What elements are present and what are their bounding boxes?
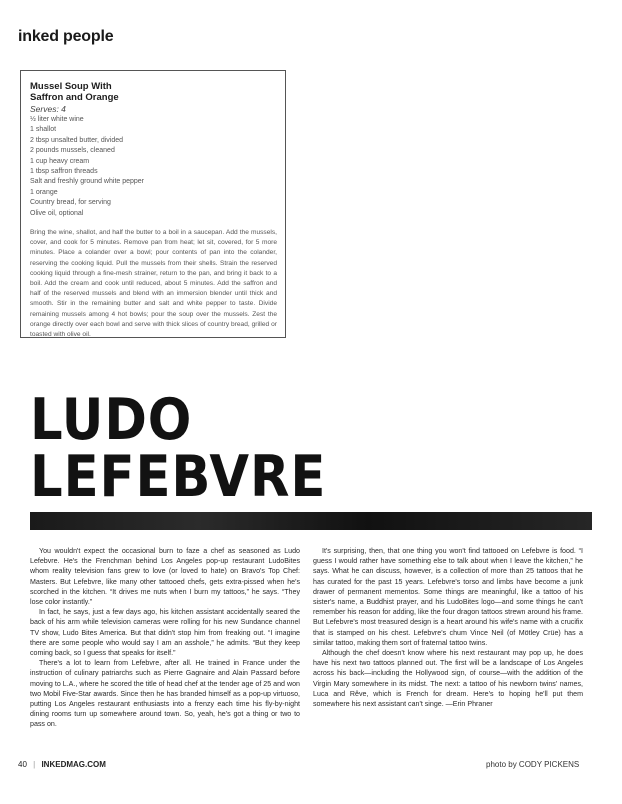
ingredient-item: Salt and freshly ground white pepper — [30, 178, 145, 186]
page-footer — [18, 760, 106, 769]
headline-divider-bar — [30, 512, 592, 530]
ingredient-item: 2 pounds mussels, cleaned — [30, 147, 115, 155]
ingredient-item: 1 tbsp saffron threads — [30, 168, 98, 176]
headline-line-1: LUDO — [30, 387, 193, 453]
article-paragraph: You wouldn't expect the occasional burn to faze a chef as seasoned as Ludo Lefebvre. He's the Frenchman behind Los Angeles pop-up restaurant LudoBites whom reality television fans grew to love (or loved to hate) on Bravo's Top Chef: Masters. But Lefebvre, like many other tattooed chefs, gets extra-pissed when he's scorched in the kitchen. “It drives me nuts when I burn my tattoos,” he says. “They lose color instantly.” — [30, 547, 300, 607]
recipe-content — [21, 71, 285, 340]
article-paragraph: There's a lot to learn from Lefebvre, after all. He trained in France under the instruction of culinary patriarchs such as Pierre Gagnaire and Alain Passard before moving to L.A., where he scored the title of head chef at the tender age of 25 and won two Mobil Five-Star awards. Since then he has branded himself as a pop-up virtuoso, putting Los Angeles restaurant enthusiasts into a frenzy each time his fly-by-night dining rooms turn up somewhere around town. So, yeah, he's got a thing or two to pass on. — [30, 659, 300, 729]
ingredient-item: Country bread, for serving — [30, 199, 111, 207]
page-number: 40 — [18, 760, 27, 769]
site-link[interactable]: INKEDMAG.COM — [41, 760, 106, 769]
footer-separator: | — [33, 760, 36, 769]
ingredient-item: 1 orange — [30, 188, 58, 196]
article-column-right — [313, 546, 583, 709]
recipe-box — [20, 70, 286, 338]
article-paragraph: It's surprising, then, that one thing you won't find tattooed on Lefebvre is food. “I guess I would rather have something else to talk about when I leave the kitchen,” he says. What he can discuss, however, is a collection of more than 25 tattoos that he has curated for the past 15 years. Lefebvre's torso and limbs have become a junk drawer of permanent mementos. Some things are meaningful, like a tattoo of his sister's name, a Buddhist prayer, and his LudoBites logo—and some things he can't remember his reason for adding, like the four dragon tattoos strewn around his frame. But Lefebvre's most treasured design is a heart around his wife's name with a crucifix that is stamped on his chest. Lefebvre's chum Vince Neil (of Mötley Crüe) has a similar tattoo, making them sort of fraternal tattoo twins. — [313, 547, 583, 647]
recipe-title-line-1: Mussel Soup With — [30, 81, 112, 92]
ingredient-item: 2 tbsp unsalted butter, divided — [30, 136, 124, 144]
article-column-left — [30, 546, 300, 730]
article-paragraph: In fact, he says, just a few days ago, his kitchen assistant accidentally seared the back of his arm while television cameras were rolling for his new Sundance channel TV show, Ludo Bites America. But that didn't stop him from freaking out. “I imagine there are some people who would say I am an asshole,” he admits. “But they keep coming back, so I guess that speaks for itself.” — [30, 608, 300, 658]
ingredient-item: Olive oil, optional — [30, 209, 84, 217]
section-label: inked people — [18, 28, 114, 45]
recipe-directions: Bring the wine, shallot, and half the butter to a boil in a saucepan. Add the mussels, cover, and cook for 5 minutes. Remove pan from heat; let sit, covered, for 5 more minutes. Place a colander over a bowl; pour contents of pan into the colander, reserving the cooking liquid. Pull the mussels from their shells. Strain the reserved cooking liquid through a fine-mesh strainer, return to the pan, and bring it back to a boil. Add the cream and cook until reduced, about 5 minutes. Add the saffron and half of the reserved mussels and blend with an immersion blender until thick and smooth. Stir in the remaining butter and salt and white pepper to taste. Divide remaining mussels among 4 hot bowls; pour the soup over the mussels. Zest the orange directly over each bowl and serve with thick slices of country bread, grilled or toasted with olive oil. — [30, 229, 277, 339]
recipe-serves: Serves: 4 — [30, 104, 66, 114]
article-headline — [30, 387, 327, 510]
ingredient-item: 1 shallot — [30, 126, 57, 134]
recipe-title-line-2: Saffron and Orange — [30, 92, 119, 103]
ingredient-list — [30, 115, 277, 219]
ingredient-item: ½ liter white wine — [30, 116, 84, 123]
article-paragraph: Although the chef doesn't know where his next restaurant may pop up, he does have his next two tattoos planned out. The first will be a landscape of Los Angeles across his back—including the Hollywood sign, of course—with the addition of the Virgin Mary somewhere in its midst. The next: a tattoo of his newborn twins' names, Luca and Rêve, which is French for dream. Here's to hoping he'll put them somewhere his next assistant can't singe. —Erin Phraner — [313, 649, 583, 709]
photo-credit: photo by CODY PICKENS — [486, 760, 580, 769]
ingredient-item: 1 cup heavy cream — [30, 157, 90, 165]
headline-line-2: LEFEBVRE — [30, 444, 327, 510]
